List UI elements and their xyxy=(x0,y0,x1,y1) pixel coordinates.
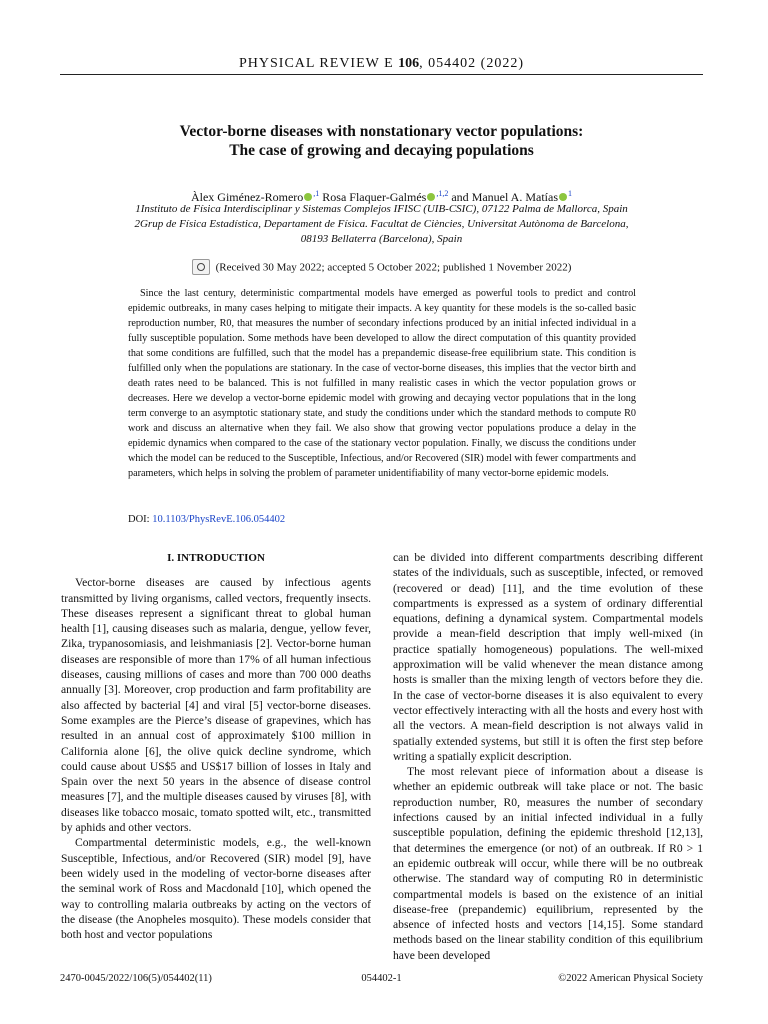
doi-line xyxy=(128,514,285,525)
paper-title xyxy=(60,122,703,160)
paragraph: can be divided into different compartments describing different states of the individuals, such as susceptible, infected, or removed (recovered or dead) [11], and the time evolution of these compartments is expressed as a system of ordinary differential equations, defining a dynamical system. Compartmental models provide a mean-field description that imply well-mixed (in practice spatially homogeneous) populations. The well-mixed approximation will be valid whenever the mean distance among hosts is smaller than the mixing length of vectors before they die. In the case of vector-borne diseases it is also equivalent to every vector effectively interacting with all the hosts and every host with all the vectors. A mean-field description is not always valid in spatially extended systems, but still it is often the first step before writing a spatially explicit description. xyxy=(393,551,703,763)
title-line-2: The case of growing and decaying populations xyxy=(229,142,534,159)
header-rule xyxy=(60,74,703,75)
affiliation-2-line-1: 2Grup de Física Estadística, Departament de Física. Facultat de Ciències, Universitat Autònoma de Barcelona, xyxy=(134,218,629,230)
author-name[interactable]: Àlex Giménez-Romero xyxy=(190,190,304,204)
author-affiliation-mark[interactable]: ,1 xyxy=(313,189,320,198)
abstract: Since the last century, deterministic compartmental models have emerged as powerful tools to predict and control epidemic outbreaks, in many cases helping to mitigate their impacts. A key quantity for these models is the so-called basic reproduction number, R0, that measures the number of secondary infections produced by an initial infected individual in a fully susceptible population. Some methods have been developed to allow the direct computation of this quantity provided that some conditions are fulfilled, such that the model has a prepandemic disease-free equilibrium state. This condition is fulfilled only when the populations are stationary. In the case of vector-borne diseases, this implies that the vector birth and death rates need to be balanced. This is not fulfilled in many realistic cases in which the vector population grows or decreases. Here we develop a vector-borne epidemic model with growing and decaying vector populations that in the long term converge to an asymptotic stationary state, and study the conditions under which the standard methods to compute R0 work and discuss an alternative when they fail. We also show that growing vector populations produce a delay in the epidemic dynamics when compared to the case of the stationary vector population. Finally, we discuss the conditions under which the model can be reduced to the Susceptible, Infectious, and/or Recovered (SIR) model with fewer compartments and parameters, which helps in solving the problem of parameter unidentifiability of many vector-borne epidemic models. xyxy=(128,288,636,479)
paragraph: The most relevant piece of information about a disease is whether an epidemic outbreak will take place or not. The basic reproduction number, R0, measures the number of secondary infections caused by an initial infected individual in a fully susceptible population, defining the epidemic threshold [12,13], that determines the emergence (or not) of an outbreak. If R0 > 1 an epidemic outbreak will occur, while there will be no outbreak otherwise. The standard way of computing R0 in deterministic compartmental models is based on the existence of an initial disease-free (prepandemic) equilibrium, represented by the absence of infected hosts and vectors [14,15]. Some standard methods based on the linear stability condition of this equilibrium have been developed xyxy=(393,765,703,962)
journal-volume: 106 xyxy=(398,56,420,71)
author-name[interactable]: Manuel A. Matías xyxy=(471,190,559,204)
orcid-icon[interactable] xyxy=(427,193,435,201)
orcid-icon[interactable] xyxy=(304,193,312,201)
article-number: , 054402 (2022) xyxy=(419,56,524,71)
paragraph: Compartmental deterministic models, e.g., the well-known Susceptible, Infectious, and/or Recovered (SIR) model [9], have been widely used in the modeling of vector-borne diseases after the seminal work of Ross and Macdonald [10], which opened the way to controlling malaria outbreaks by acting on the vectors of the disease (the Anopheles mosquito). These models consider that both host and vector populations xyxy=(61,836,371,942)
check-for-updates-icon[interactable] xyxy=(192,259,210,275)
section-heading: I. INTRODUCTION xyxy=(167,552,265,564)
affiliation-1: 1Instituto de Física Interdisciplinar y Sistemas Complejos IFISC (UIB-CSIC), 07122 Palma de Mallorca, Spain xyxy=(135,203,628,215)
title-line-1: Vector-borne diseases with nonstationary vector populations: xyxy=(179,123,584,140)
page-number: 054402-1 xyxy=(361,973,402,984)
paragraph: Vector-borne diseases are caused by infectious agents transmitted by living organisms, called vectors, frequently insects. These diseases represent a significant threat to global human health [1], causing diseases such as malaria, dengue, yellow fever, Zika, trypanosomiasis, and leishmaniasis [2]. Vector-borne human diseases are responsible of more than 17% of all human infectious diseases, causing millions of cases and more than 700 000 deaths annually [3]. Moreover, crop production and farm profitability are also affected by bacterial [4] and viral [5] vector-borne diseases. Some examples are the Pierce’s disease of grapevines, which has resulted in an annual cost of approximately $100 million in California alone [6], the olive quick decline syndrome, which could cause about US$5 and US$17 billion of losses in Italy and Spain over the next 50 years in the absence of disease control measures [7], and the multiple diseases caused by viruses [8], with diseases like tobacco mosaic, tomato spotted wilt, etc., transmitted by aphids and other vectors. xyxy=(61,576,371,835)
author-affiliation-mark[interactable]: 1 xyxy=(568,189,573,198)
right-column xyxy=(393,550,703,963)
affiliation-2-line-2: 08193 Bellaterra (Barcelona), Spain xyxy=(300,233,463,245)
doi-link[interactable]: 10.1103/PhysRevE.106.054402 xyxy=(152,514,286,525)
journal-header xyxy=(60,56,703,72)
footer-identifier: 2470-0045/2022/106(5)/054402(11) xyxy=(60,973,212,984)
received-dates xyxy=(60,260,703,276)
journal-name: PHYSICAL REVIEW E xyxy=(239,56,394,71)
received-text: (Received 30 May 2022; accepted 5 October 2022; published 1 November 2022) xyxy=(215,261,572,274)
copyright: ©2022 American Physical Society xyxy=(558,973,703,984)
doi-label: DOI: xyxy=(128,514,150,525)
author-conjunction: and xyxy=(451,190,469,204)
author-name[interactable]: Rosa Flaquer-Galmés xyxy=(322,190,427,204)
orcid-icon[interactable] xyxy=(559,193,567,201)
left-column xyxy=(61,549,371,942)
author-affiliation-mark[interactable]: ,1,2 xyxy=(436,189,449,198)
